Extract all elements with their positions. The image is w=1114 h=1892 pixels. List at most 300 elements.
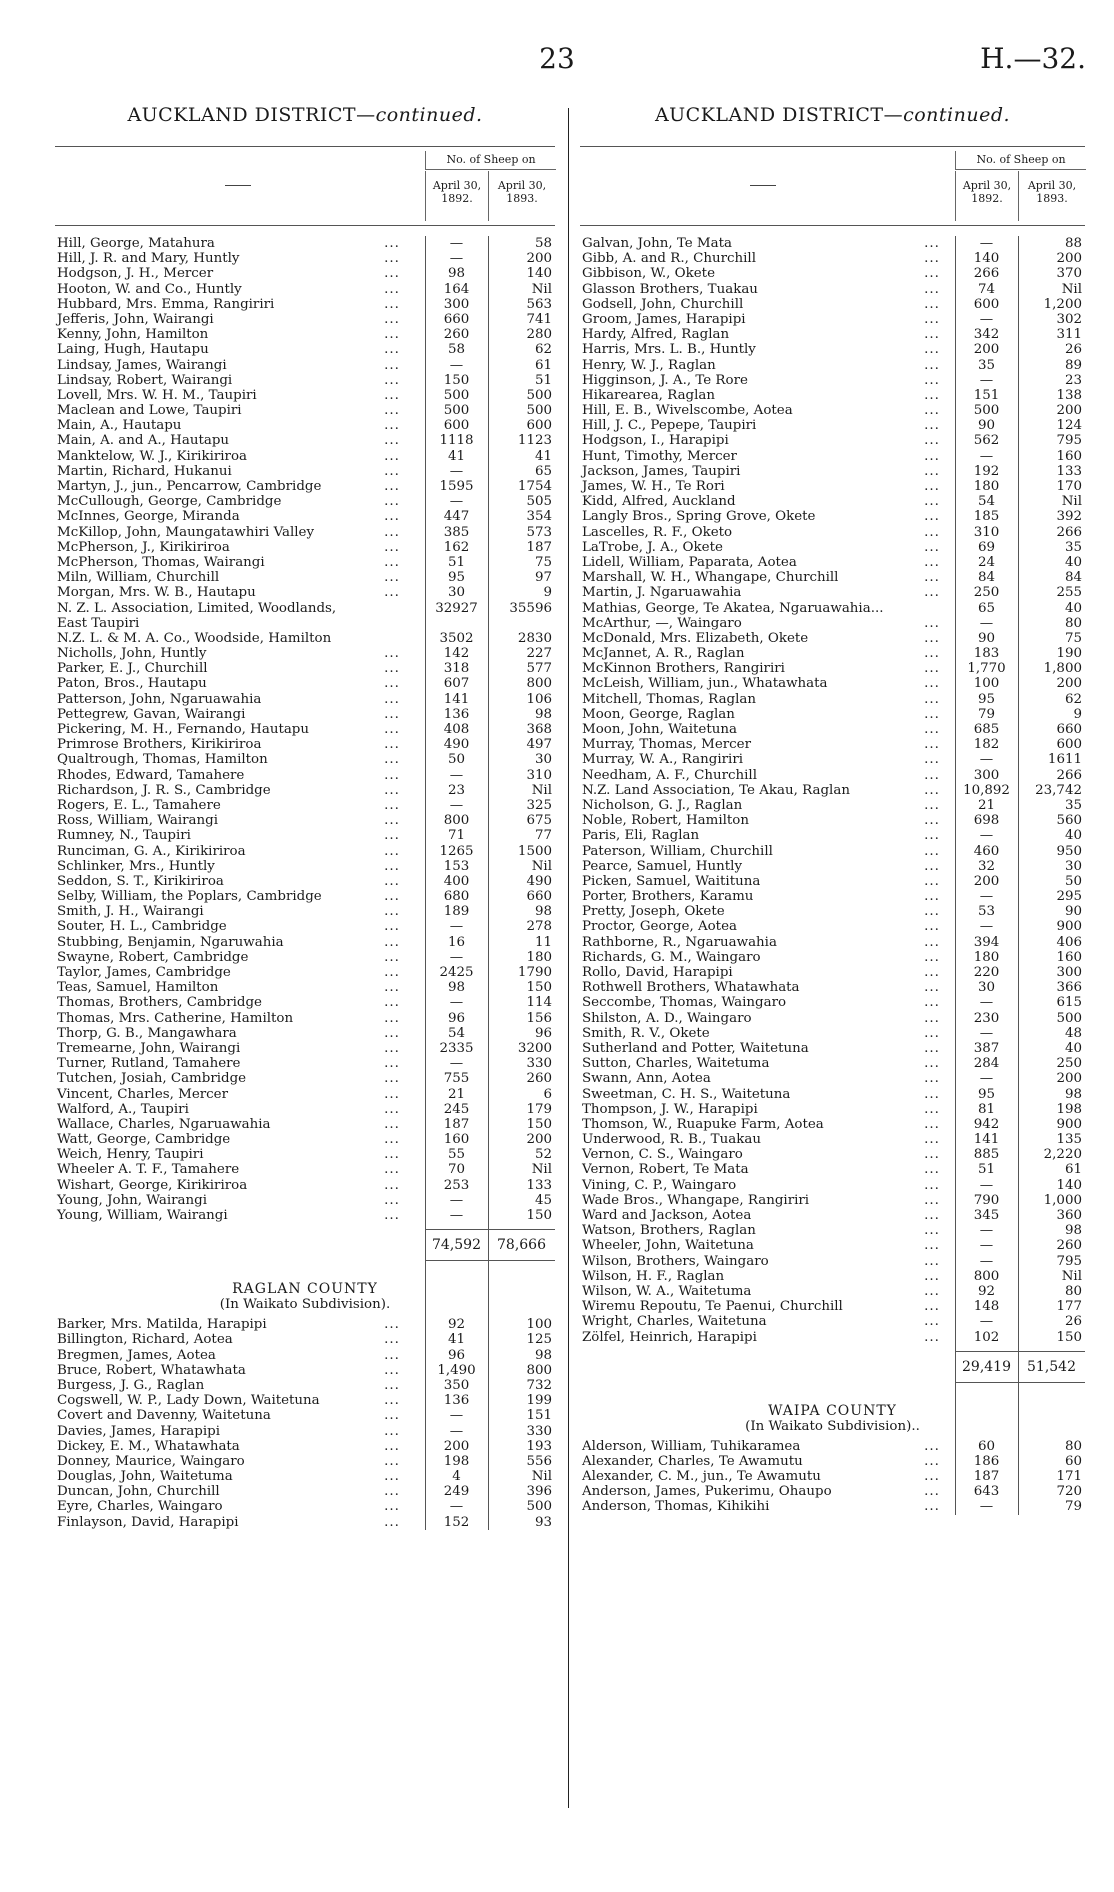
- owner-name: Hooton, W. and Co., Huntly: [57, 281, 242, 297]
- totals-row: [955, 1351, 1085, 1383]
- sheep-1893: 9: [543, 585, 552, 601]
- table-row: [55, 1454, 555, 1469]
- sheep-1893: 45: [534, 1192, 552, 1208]
- sheep-1893: 227: [526, 646, 552, 662]
- table-body: [55, 236, 555, 1530]
- sheep-1892: 680: [443, 889, 470, 905]
- leader-dots: ...: [384, 1056, 400, 1072]
- sheep-1892: —: [449, 797, 464, 813]
- sheep-1893: 200: [526, 1132, 552, 1148]
- sheep-1893: 51: [534, 372, 552, 388]
- table-row: [580, 1102, 1085, 1117]
- owner-name: Anderson, Thomas, Kihikihi: [582, 1499, 770, 1515]
- owner-name: Anderson, James, Pukerimu, Ohaupo: [582, 1484, 832, 1500]
- table-row: [55, 373, 555, 388]
- owner-name: Alexander, C. M., jun., Te Awamutu: [582, 1469, 821, 1485]
- sheep-1893: 96: [534, 1025, 552, 1041]
- sheep-1892: —: [979, 615, 994, 631]
- table-row: [580, 1330, 1085, 1345]
- leader-dots: ...: [384, 463, 400, 479]
- table-row: [580, 509, 1085, 524]
- sheep-1893: 505: [526, 494, 552, 510]
- sheep-1892: 55: [447, 1147, 466, 1163]
- owner-name: Harris, Mrs. L. B., Huntly: [582, 342, 756, 358]
- sheep-1893: 133: [526, 1177, 552, 1193]
- leader-dots: ...: [384, 752, 400, 768]
- owner-name: Duncan, John, Churchill: [57, 1484, 220, 1500]
- sheep-1893: 40: [1064, 554, 1082, 570]
- table-row: [580, 1132, 1085, 1147]
- sheep-1893: 88: [1064, 236, 1082, 251]
- table-row: [580, 1071, 1085, 1086]
- owner-name: Rollo, David, Harapipi: [582, 965, 733, 980]
- owner-name: Hodgson, I., Harapipi: [582, 433, 729, 449]
- owner-name: Martin, J. Ngaruawahia: [582, 585, 742, 601]
- table-row: [55, 661, 555, 676]
- sheep-1893: 310: [526, 767, 552, 783]
- sheep-1892: 69: [977, 539, 996, 555]
- leader-dots: ...: [384, 1377, 400, 1393]
- sheep-1893: 124: [1056, 418, 1082, 434]
- owner-name: Hikarearea, Raglan: [582, 387, 716, 403]
- table-row: [580, 570, 1085, 585]
- sheep-1892: 71: [447, 828, 466, 844]
- owner-name: Mathias, George, Te Akatea, Ngaruawahia...: [582, 600, 884, 616]
- sheep-1893: 160: [1056, 949, 1082, 965]
- sheep-1892: 1595: [439, 479, 474, 494]
- owner-name: Jefferis, John, Wairangi: [57, 311, 214, 327]
- column-title: AUCKLAND DISTRICT—continued.: [654, 104, 1011, 126]
- leader-dots: ...: [924, 752, 940, 768]
- table-row: [580, 874, 1085, 889]
- sheep-1893: 800: [526, 676, 552, 692]
- sheep-1892: 95: [977, 1086, 996, 1102]
- owner-name: Barker, Mrs. Matilda, Harapipi: [57, 1317, 267, 1333]
- sheep-1892: 192: [973, 463, 1000, 479]
- sheep-1893: 84: [1064, 570, 1082, 586]
- column-divider: [568, 108, 569, 1808]
- sheep-1892: —: [979, 889, 994, 905]
- sheep-1892: —: [449, 236, 464, 251]
- sheep-1892: 460: [973, 843, 1000, 859]
- owner-name: Higginson, J. A., Te Rore: [582, 372, 748, 388]
- owner-name: Tremearne, John, Wairangi: [57, 1040, 241, 1056]
- sheep-1892: 685: [973, 722, 1000, 737]
- sheep-1892: 885: [973, 1147, 1000, 1163]
- sheep-1892: 151: [973, 387, 1000, 403]
- sheep-1892: 23: [447, 782, 466, 798]
- owner-name: Hodgson, J. H., Mercer: [57, 266, 214, 282]
- sheep-1892: 260: [443, 327, 470, 343]
- owner-name: Sutherland and Potter, Waitetuna: [582, 1040, 809, 1056]
- sheep-1892: 385: [443, 524, 470, 540]
- owner-name: Thomas, Mrs. Catherine, Hamilton: [57, 1010, 294, 1026]
- sheep-1892: —: [979, 1071, 994, 1087]
- sheep-1892: 942: [973, 1116, 1000, 1132]
- sheep-1893: 30: [534, 752, 552, 768]
- leader-dots: ...: [384, 1162, 400, 1178]
- sheep-1892: 220: [973, 965, 1000, 980]
- table-row: [580, 828, 1085, 843]
- leader-dots: ...: [924, 813, 940, 829]
- header-group-label: No. of Sheep on: [425, 151, 556, 170]
- sheep-1892: 70: [447, 1162, 466, 1178]
- sheep-1893: Nil: [1061, 281, 1082, 297]
- sheep-1893: 50: [1064, 873, 1082, 889]
- owner-name: Wilson, Brothers, Waingaro: [582, 1253, 769, 1269]
- table-row: [580, 1178, 1085, 1193]
- sheep-1892: —: [449, 251, 464, 267]
- sheep-1893: 490: [526, 873, 552, 889]
- owner-name: Qualtrough, Thomas, Hamilton: [57, 752, 268, 768]
- sheep-1892: 79: [977, 706, 996, 722]
- leader-dots: ...: [924, 980, 940, 996]
- sheep-1892: 53: [977, 904, 996, 920]
- owner-name: Needham, A. F., Churchill: [582, 767, 757, 783]
- leader-dots: ...: [924, 1238, 940, 1254]
- leader-dots: ...: [384, 737, 400, 753]
- sheep-1893: 741: [526, 311, 552, 327]
- table-row: [580, 464, 1085, 479]
- leader-dots: ...: [924, 1177, 940, 1193]
- leader-dots: ...: [924, 509, 940, 525]
- leader-dots: ...: [924, 554, 940, 570]
- owner-name: Vining, C. P., Waingaro: [582, 1177, 737, 1193]
- sheep-1892: 643: [973, 1484, 1000, 1500]
- sheep-1892: 182: [973, 737, 1000, 753]
- owner-name: Nicholson, G. J., Raglan: [582, 797, 743, 813]
- sheep-1892: 698: [973, 813, 1000, 829]
- owner-name: McLeish, William, jun., Whatawhata: [582, 676, 828, 692]
- table-row: [55, 1393, 555, 1408]
- leader-dots: ...: [384, 251, 400, 267]
- table-row: [580, 1087, 1085, 1102]
- leader-dots: ...: [384, 813, 400, 829]
- leader-dots: ...: [924, 1192, 940, 1208]
- table-row: [580, 1208, 1085, 1223]
- sheep-1893: 560: [1056, 813, 1082, 829]
- owner-name: Jackson, James, Taupiri: [582, 463, 741, 479]
- owner-name: Wheeler A. T. F., Tamahere: [57, 1162, 240, 1178]
- table-row: [55, 950, 555, 965]
- leader-dots: ...: [384, 980, 400, 996]
- sheep-1893: 1500: [517, 843, 552, 859]
- leader-dots: ...: [924, 1162, 940, 1178]
- leader-dots: ...: [384, 691, 400, 707]
- sheep-1892: 800: [443, 813, 470, 829]
- owner-name: Cogswell, W. P., Lady Down, Waitetuna: [57, 1393, 320, 1409]
- owner-name: Zölfel, Heinrich, Harapipi: [582, 1329, 757, 1345]
- sheep-1893: 179: [526, 1101, 552, 1117]
- owner-name: Murray, Thomas, Mercer: [582, 737, 751, 753]
- sheep-1893: 950: [1056, 843, 1082, 859]
- leader-dots: ...: [384, 1086, 400, 1102]
- sheep-1893: 193: [526, 1438, 552, 1454]
- sheep-1892: 250: [973, 585, 1000, 601]
- sheep-1892: 2425: [439, 965, 474, 980]
- sheep-1892: 600: [443, 418, 470, 434]
- owner-name: Gibb, A. and R., Churchill: [582, 251, 756, 267]
- leader-dots: ...: [924, 1132, 940, 1148]
- sheep-1893: Nil: [531, 281, 552, 297]
- sheep-1892: —: [979, 1499, 994, 1515]
- sheep-1893: 577: [526, 661, 552, 677]
- leader-dots: ...: [924, 828, 940, 844]
- owner-name: N. Z. L. Association, Limited, Woodlands,: [57, 600, 337, 616]
- owner-name: Rhodes, Edward, Tamahere: [57, 767, 245, 783]
- table-row: [580, 1469, 1085, 1484]
- sheep-1893: 497: [526, 737, 552, 753]
- table-row: [580, 919, 1085, 934]
- sheep-1892: 200: [443, 1438, 470, 1454]
- sheep-1892: 230: [973, 1010, 1000, 1026]
- owner-name: Seccombe, Thomas, Waingaro: [582, 995, 787, 1011]
- leader-dots: ...: [384, 1453, 400, 1469]
- page-number: 23: [539, 42, 575, 75]
- table-row: [55, 1332, 555, 1347]
- sheep-1892: 318: [443, 661, 470, 677]
- sheep-1893: 675: [526, 813, 552, 829]
- sheep-1893: 660: [1056, 722, 1082, 737]
- owner-name: Paton, Bros., Hautapu: [57, 676, 207, 692]
- leader-dots: ...: [924, 1056, 940, 1072]
- sheep-1893: 106: [526, 691, 552, 707]
- sheep-1892: 21: [447, 1086, 466, 1102]
- sheep-1892: 30: [447, 585, 466, 601]
- table-row: [580, 358, 1085, 373]
- sheep-1893: 260: [1056, 1238, 1082, 1254]
- owner-name: Kenny, John, Hamilton: [57, 327, 209, 343]
- owner-name: McPherson, Thomas, Wairangi: [57, 554, 265, 570]
- sheep-1893: 500: [526, 1499, 552, 1515]
- sheep-1893: 800: [526, 1362, 552, 1378]
- table-row: [580, 1041, 1085, 1056]
- owner-name: Morgan, Mrs. W. B., Hautapu: [57, 585, 256, 601]
- sheep-1892: —: [979, 1223, 994, 1239]
- header-group-label: No. of Sheep on: [955, 151, 1086, 170]
- leader-dots: ...: [924, 646, 940, 662]
- leader-dots: ...: [384, 1423, 400, 1439]
- sheep-1892: —: [979, 1253, 994, 1269]
- sheep-1892: —: [979, 1314, 994, 1330]
- sheep-1892: 152: [443, 1514, 470, 1530]
- sheep-1893: 58: [534, 236, 552, 251]
- sheep-1892: —: [449, 919, 464, 935]
- sheep-1893: Nil: [1061, 494, 1082, 510]
- sheep-1892: 96: [447, 1347, 466, 1363]
- table-row: [580, 342, 1085, 357]
- owner-name: Lindsay, James, Wairangi: [57, 357, 227, 373]
- table-row: [55, 722, 555, 737]
- table-row: [580, 935, 1085, 950]
- sheep-1893: 151: [526, 1408, 552, 1424]
- sheep-1892: 98: [447, 980, 466, 996]
- sheep-1893: 250: [1056, 1056, 1082, 1072]
- total-1892: 29,419: [962, 1358, 1011, 1375]
- sheep-1892: —: [449, 1408, 464, 1424]
- owner-name: Rothwell Brothers, Whatawhata: [582, 980, 800, 996]
- table-row: [580, 1314, 1085, 1329]
- leader-dots: ...: [384, 236, 400, 251]
- table-row: [580, 1147, 1085, 1162]
- leader-dots: ...: [924, 418, 940, 434]
- leader-dots: ...: [924, 1147, 940, 1163]
- sheep-1893: Nil: [531, 1469, 552, 1485]
- leader-dots: ...: [384, 934, 400, 950]
- sheep-1892: 186: [973, 1453, 1000, 1469]
- table-row: [580, 631, 1085, 646]
- table-row: [580, 813, 1085, 828]
- table-row: [55, 995, 555, 1010]
- sheep-1892: 249: [443, 1484, 470, 1500]
- leader-dots: ...: [384, 1116, 400, 1132]
- leader-dots: ...: [384, 873, 400, 889]
- leader-dots: ...: [924, 1253, 940, 1269]
- table-row: [55, 737, 555, 752]
- leader-dots: ...: [924, 1499, 940, 1515]
- sheep-1892: 24: [977, 554, 996, 570]
- sheep-1892: —: [449, 767, 464, 783]
- table-row: [55, 403, 555, 418]
- table-row: [580, 1193, 1085, 1208]
- sheep-1892: 198: [443, 1453, 470, 1469]
- sheep-1893: 75: [534, 554, 552, 570]
- sheep-1893: 278: [526, 919, 552, 935]
- sheep-1893: 150: [526, 1116, 552, 1132]
- sheep-1892: 607: [443, 676, 470, 692]
- totals-separator: [1018, 1352, 1019, 1382]
- sheep-1893: 77: [534, 828, 552, 844]
- sheep-1892: 90: [977, 418, 996, 434]
- owner-name: Wade Bros., Whangape, Rangiriri: [582, 1192, 810, 1208]
- leader-dots: ...: [924, 995, 940, 1011]
- owner-name: Bregmen, James, Aotea: [57, 1347, 216, 1363]
- sheep-1893: 392: [1056, 509, 1082, 525]
- leader-dots: ...: [384, 1147, 400, 1163]
- table-row: [580, 950, 1085, 965]
- owner-name: Souter, H. L., Cambridge: [57, 919, 227, 935]
- sheep-1893: 1,200: [1043, 296, 1082, 312]
- table-row: [55, 904, 555, 919]
- leader-dots: ...: [924, 357, 940, 373]
- leader-dots: ...: [384, 1071, 400, 1087]
- sheep-1892: 84: [977, 570, 996, 586]
- header-col-1893: April 30, 1893.: [488, 171, 555, 221]
- table-header: [580, 146, 1085, 226]
- table-row: [55, 388, 555, 403]
- sheep-1892: —: [449, 463, 464, 479]
- header-col-1893: April 30, 1893.: [1018, 171, 1085, 221]
- owner-name: Martyn, J., jun., Pencarrow, Cambridge: [57, 479, 322, 494]
- table-row: [55, 1363, 555, 1378]
- sheep-1893: 140: [1056, 1177, 1082, 1193]
- sheep-1892: 148: [973, 1299, 1000, 1315]
- leader-dots: ...: [924, 494, 940, 510]
- owner-name: Lidell, William, Paparata, Aotea: [582, 554, 797, 570]
- sheep-1892: 408: [443, 722, 470, 737]
- table-row: [55, 676, 555, 691]
- leader-dots: ...: [924, 570, 940, 586]
- table-row: [580, 692, 1085, 707]
- sheep-1893: 97: [534, 570, 552, 586]
- owner-name: Paris, Eli, Raglan: [582, 828, 700, 844]
- leader-dots: ...: [924, 251, 940, 267]
- sheep-1893: 98: [534, 706, 552, 722]
- sheep-1893: 98: [534, 904, 552, 920]
- sheep-1893: 260: [526, 1071, 552, 1087]
- owner-name: Watt, George, Cambridge: [57, 1132, 231, 1148]
- leader-dots: ...: [384, 448, 400, 464]
- owner-name: Davies, James, Harapipi: [57, 1423, 220, 1439]
- leader-dots: ...: [384, 311, 400, 327]
- table-row: [580, 752, 1085, 767]
- owner-name: N.Z. L. & M. A. Co., Woodside, Hamilton: [57, 630, 332, 646]
- sheep-1892: —: [449, 1208, 464, 1223]
- sheep-1892: 95: [977, 691, 996, 707]
- owner-name: Rathborne, R., Ngaruawahia: [582, 934, 777, 950]
- leader-dots: ...: [384, 1177, 400, 1193]
- sheep-1893: 41: [534, 448, 552, 464]
- leader-dots: ...: [924, 1329, 940, 1345]
- owner-name: N.Z. Land Association, Te Akau, Raglan: [582, 782, 850, 798]
- table-row: [55, 752, 555, 767]
- header-col-1892: April 30, 1892.: [425, 171, 488, 221]
- sheep-1893: Nil: [1061, 1268, 1082, 1284]
- sheep-1892: 60: [977, 1438, 996, 1454]
- table-rows: [55, 1317, 555, 1530]
- table-row: [55, 479, 555, 494]
- sheep-1892: 140: [973, 251, 1000, 267]
- sheep-1893: 2830: [517, 630, 552, 646]
- table-row: [580, 768, 1085, 783]
- sheep-1893: 98: [534, 1347, 552, 1363]
- sheep-1893: 302: [1056, 311, 1082, 327]
- leader-dots: ...: [384, 554, 400, 570]
- owner-name: Dickey, E. M., Whatawhata: [57, 1438, 240, 1454]
- table-row: [580, 266, 1085, 281]
- owner-name: Pickering, M. H., Fernando, Hautapu: [57, 722, 310, 737]
- sheep-1892: 300: [973, 767, 1000, 783]
- leader-dots: ...: [384, 1362, 400, 1378]
- sheep-1893: 280: [526, 327, 552, 343]
- sheep-1892: 92: [447, 1317, 466, 1333]
- leader-dots: ...: [924, 1314, 940, 1330]
- sheep-1893: 1123: [517, 433, 552, 449]
- sheep-1892: 2335: [439, 1040, 474, 1056]
- sheep-1893: 40: [1064, 600, 1082, 616]
- leader-dots: ...: [924, 737, 940, 753]
- table-row: [580, 1238, 1085, 1253]
- owner-name: Thomson, W., Ruapuke Farm, Aotea: [582, 1116, 824, 1132]
- leader-dots: ...: [924, 1071, 940, 1087]
- table-row: [580, 783, 1085, 798]
- leader-dots: ...: [384, 1132, 400, 1148]
- sheep-1892: 141: [443, 691, 470, 707]
- leader-dots: ...: [924, 797, 940, 813]
- owner-name: Thompson, J. W., Harapipi: [582, 1101, 758, 1117]
- sheep-1892: 136: [443, 1393, 470, 1409]
- sheep-1893: 180: [526, 949, 552, 965]
- owner-name: Rumney, N., Taupiri: [57, 828, 191, 844]
- sheep-1892: 65: [977, 600, 996, 616]
- sheep-1893: 80: [1064, 1283, 1082, 1299]
- owner-name: Proctor, George, Aotea: [582, 919, 737, 935]
- owner-name: Taylor, James, Cambridge: [57, 965, 231, 980]
- leader-dots: ...: [384, 858, 400, 874]
- sheep-1893: 900: [1056, 919, 1082, 935]
- sheep-1892: —: [979, 311, 994, 327]
- left-column: [55, 100, 555, 1530]
